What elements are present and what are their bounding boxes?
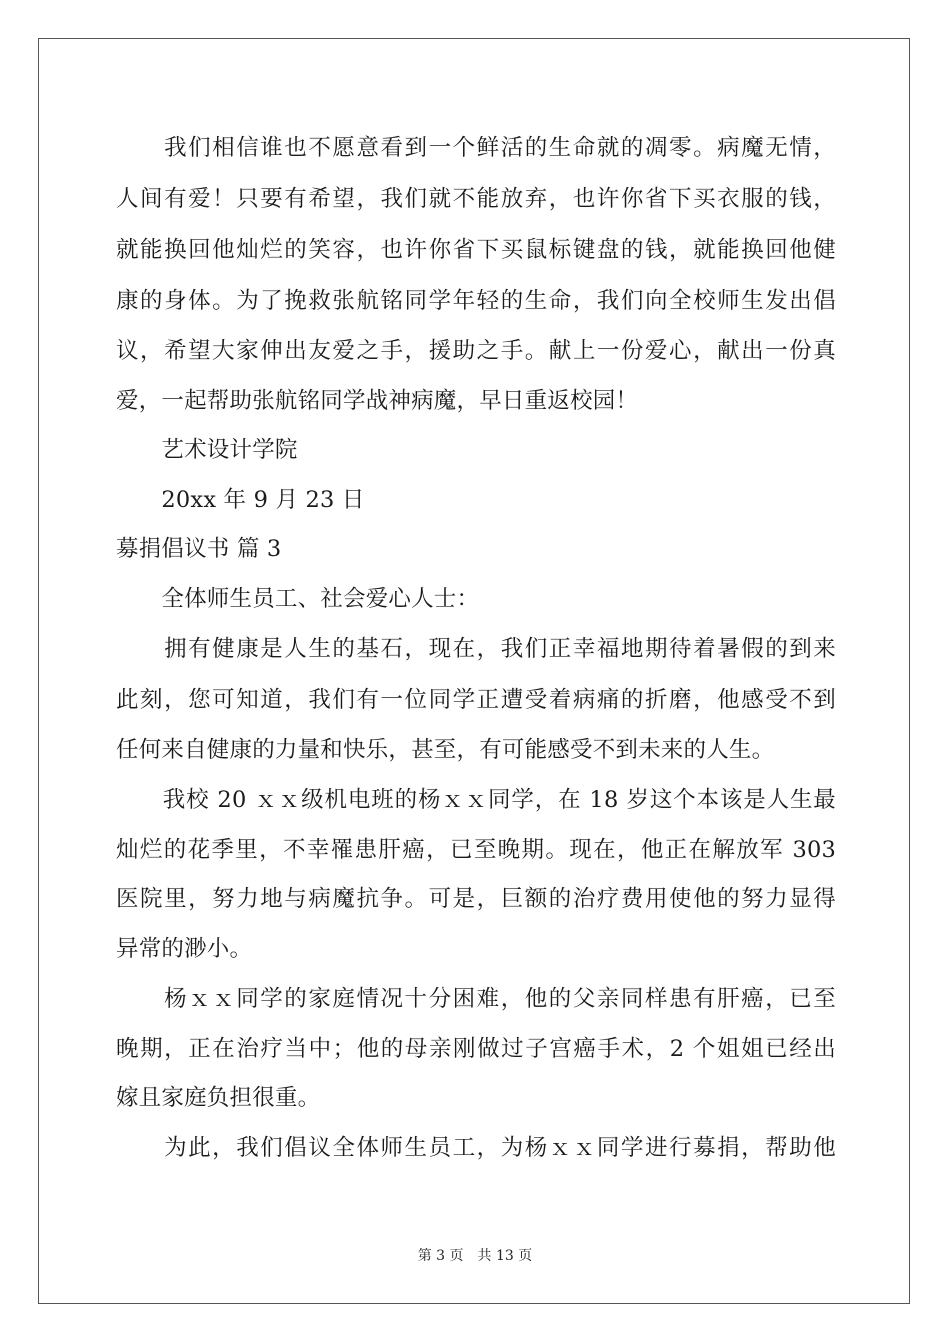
paragraph-line: 为此，我们倡议全体师生员工，为杨ｘｘ同学进行募捐，帮助他 — [116, 1135, 836, 1161]
paragraph-line: 议，希望大家伸出友爱之手，援助之手。献上一份爱心，献出一份真 — [116, 338, 836, 364]
paragraph-line: 杨ｘｘ同学的家庭情况十分困难，他的父亲同样患有肝癌，已至 — [116, 986, 836, 1012]
paragraph-line: 人间有爱！只要有希望，我们就不能放弃，也许你省下买衣服的钱， — [116, 186, 836, 212]
paragraph-line: 灿烂的花季里，不幸罹患肝癌，已至晚期。现在，他正在解放军 303 — [116, 837, 836, 863]
paragraph-line: 康的身体。为了挽救张航铭同学年轻的生命，我们向全校师生发出倡 — [116, 288, 836, 314]
page-footer — [0, 1246, 950, 1266]
paragraph-line: 医院里，努力地与病魔抗争。可是，巨额的治疗费用使他的努力显得 — [116, 886, 836, 912]
paragraph-line: 任何来自健康的力量和快乐，甚至，有可能感受不到未来的人生。 — [116, 737, 775, 763]
page-number: 第 3 页 — [417, 1248, 464, 1264]
paragraph-line: 我校 20 ｘｘ级机电班的杨ｘｘ同学，在 18 岁这个本该是人生最 — [116, 787, 836, 813]
page-frame — [38, 38, 910, 1304]
salutation: 全体师生员工、社会爱心人士： — [116, 586, 480, 612]
paragraph-line: 晚期，正在治疗当中；他的母亲刚做过子宫癌手术，2 个姐姐已经出 — [116, 1036, 836, 1062]
paragraph-line: 爱，一起帮助张航铭同学战神病魔，早日重返校园！ — [116, 388, 639, 414]
signature-org: 艺术设计学院 — [116, 437, 298, 463]
paragraph-line: 嫁且家庭负担很重。 — [116, 1085, 321, 1111]
signature-date: 20xx 年 9 月 23 日 — [116, 487, 365, 513]
paragraph-line: 此刻，您可知道，我们有一位同学正遭受着病痛的折磨，他感受不到 — [116, 687, 836, 713]
paragraph-line: 拥有健康是人生的基石，现在，我们正幸福地期待着暑假的到来 — [116, 636, 836, 662]
paragraph-line: 我们相信谁也不愿意看到一个鲜活的生命就的凋零。病魔无情， — [116, 135, 836, 161]
section-heading: 募捐倡议书 篇 3 — [116, 536, 282, 562]
paragraph-line: 就能换回他灿烂的笑容，也许你省下买鼠标键盘的钱，就能换回他健 — [116, 237, 836, 263]
paragraph-line: 异常的渺小。 — [116, 936, 253, 962]
page-total: 共 13 页 — [477, 1248, 533, 1264]
